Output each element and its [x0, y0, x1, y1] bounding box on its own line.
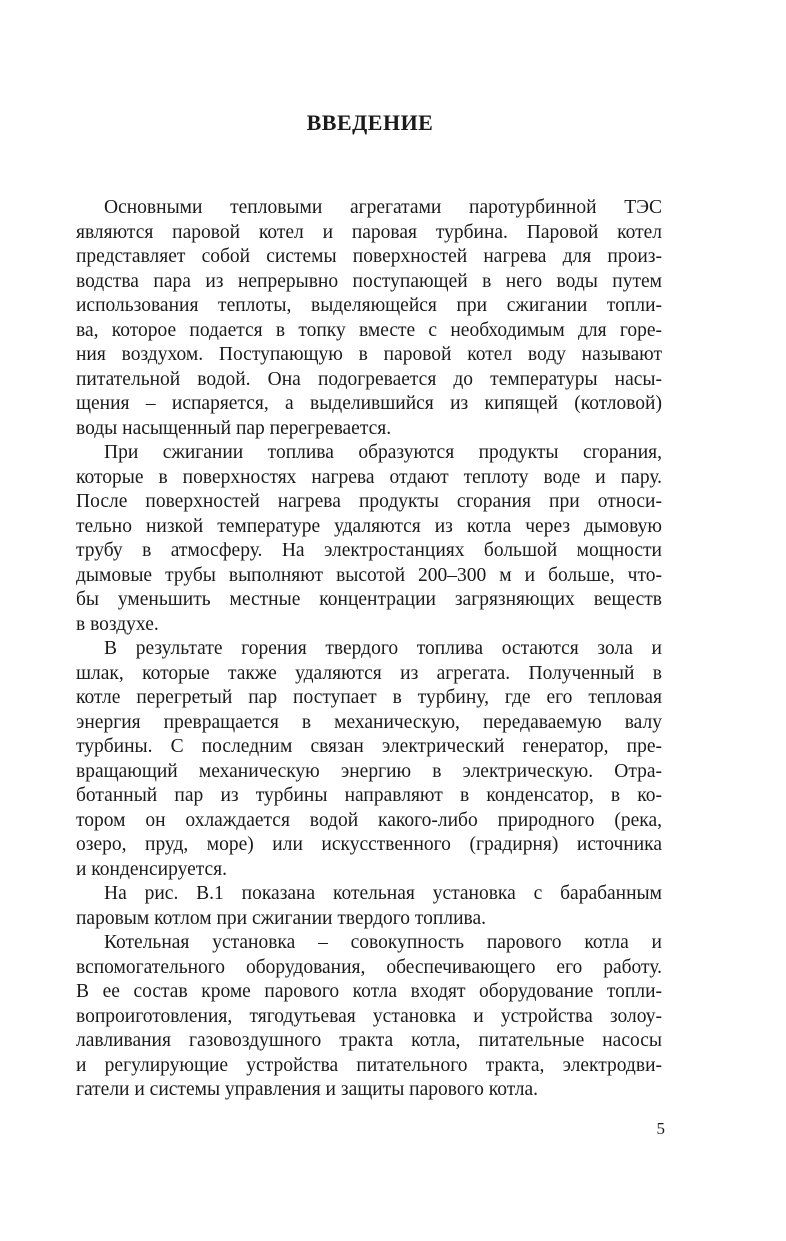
- text-line: вопроиготовления, тягодутьевая установка и устройства золоу-: [76, 1005, 662, 1027]
- text-line: и конденсируется.: [76, 858, 227, 880]
- text-line: После поверхностей нагрева продукты сгорания при относи-: [76, 491, 662, 512]
- text-line: На рис. В.1 показана котельная установка с барабанным: [104, 883, 662, 904]
- text-line: Котельная установка – совокупность парового котла и: [104, 932, 662, 953]
- text-line: ния воздухом. Поступающую в паровой котел воду называют: [76, 344, 662, 365]
- text-line: которые в поверхностях нагрева отдают теплоту воде и пару.: [76, 466, 662, 488]
- text-line: энергия превращается в механическую, передаваемую валу: [76, 711, 662, 733]
- text-line: гатели и системы управления и защиты парового котла.: [76, 1079, 539, 1100]
- text-line: паровым котлом при сжигании твердого топлива.: [76, 907, 487, 929]
- text-line: воды насыщенный пар перегревается.: [76, 417, 392, 439]
- text-line: и регулирующие устройства питательного тракта, электродви-: [76, 1054, 662, 1076]
- text-line: котле перегретый пар поступает в турбину, где его тепловая: [76, 687, 662, 708]
- text-line: вспомогательного оборудования, обеспечивающего его работу.: [76, 956, 662, 978]
- text-line: тором он охлаждается водой какого-либо природного (река,: [76, 809, 662, 831]
- text-line: питательной водой. Она подогревается до температуры насы-: [76, 368, 662, 390]
- body-text: [76, 196, 662, 1103]
- page-number: 5: [656, 1119, 665, 1138]
- text-line: в воздухе.: [76, 613, 159, 635]
- text-line: щения – испаряется, а выделившийся из кипящей (котловой): [76, 393, 662, 414]
- text-line: шлак, которые также удаляются из агрегата. Полученный в: [76, 662, 662, 684]
- text-line: турбины. С последним связан электрический генератор, пре-: [76, 736, 662, 757]
- text-line: озеро, пруд, море) или искусственного (градирня) источника: [76, 834, 662, 855]
- text-line: ва, которое подается в топку вместе с необходимым для горе-: [76, 319, 662, 341]
- text-line: В ее состав кроме парового котла входят оборудование топли-: [76, 981, 662, 1002]
- text-line: являются паровой котел и паровая турбина. Паровой котел: [76, 221, 662, 243]
- text-line: Основными тепловыми агрегатами паротурбинной ТЭС: [104, 197, 662, 218]
- text-line: представляет собой системы поверхностей нагрева для произ-: [76, 246, 662, 267]
- text-line: При сжигании топлива образуются продукты сгорания,: [104, 442, 662, 463]
- text-line: использования теплоты, выделяющейся при сжигании топли-: [76, 295, 662, 316]
- text-line: трубу в атмосферу. На электростанциях большой мощности: [76, 540, 662, 561]
- text-line: вращающий механическую энергию в электрическую. Отра-: [76, 760, 662, 782]
- chapter-title: ВВЕДЕНИЕ: [306, 110, 434, 135]
- text-line: лавливания газовоздушного тракта котла, питательные насосы: [76, 1030, 662, 1051]
- text-line: бы уменьшить местные концентрации загрязняющих веществ: [76, 589, 662, 610]
- text-line: тельно низкой температуре удаляются из котла через дымовую: [76, 515, 662, 537]
- text-line: дымовые трубы выполняют высотой 200–300 м и больше, что-: [76, 564, 662, 586]
- text-line: водства пара из непрерывно поступающей в него воды путем: [76, 270, 662, 292]
- text-line: В результате горения твердого топлива остаются зола и: [104, 638, 662, 659]
- text-line: ботанный пар из турбины направляют в конденсатор, в ко-: [76, 785, 662, 806]
